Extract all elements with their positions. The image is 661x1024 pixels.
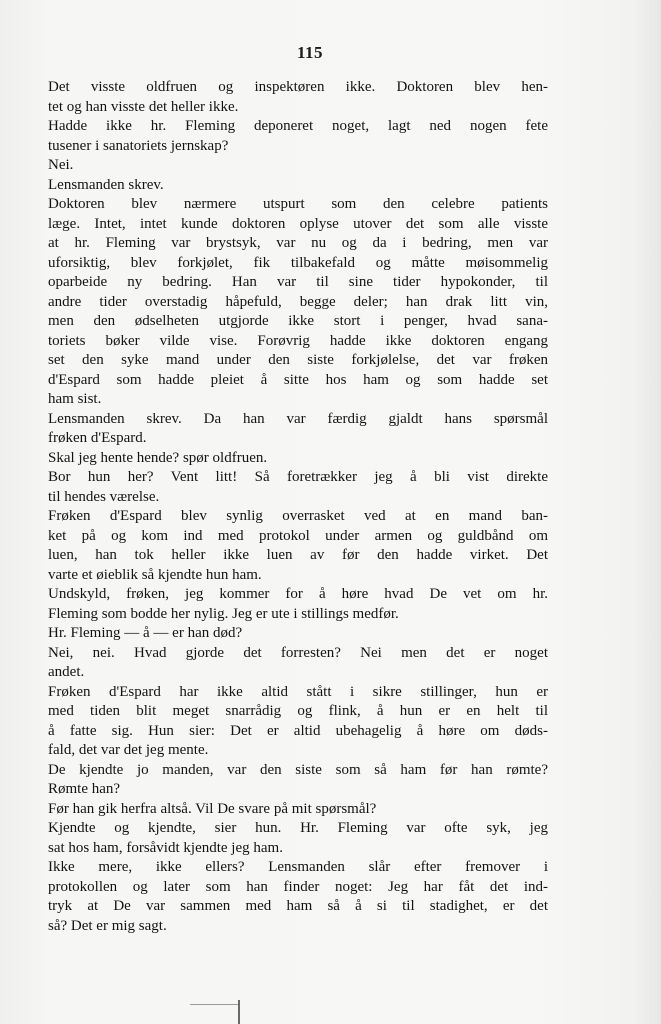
text-line: luen, han tok heller ikke luen av før den hadde virket. Det — [48, 547, 548, 563]
text-line: læge. Intet, intet kunde doktoren oplyse utover det som alle visste — [48, 215, 548, 232]
text-line: tryk at De var sammen med ham så å si til stadighet, er det — [48, 898, 548, 914]
page-number: 115 — [296, 43, 324, 62]
text-line: Ikke mere, ikke ellers? Lensmanden slår efter fremover i — [48, 859, 548, 875]
text-line: med tiden blit meget snarrådig og flink, å hun er en helt til — [48, 703, 548, 719]
text-line: Fleming som bodde her nylig. Jeg er ute i stillings medfør. — [48, 605, 399, 622]
text-line: set den syke mand under den siste forkjølelse, det var frøken — [48, 352, 548, 368]
scan-edge-mark — [190, 1004, 240, 1005]
text-line: Det visste oldfruen og inspektøren ikke. Doktoren blev hen- — [48, 79, 548, 95]
text-line: Frøken d'Espard har ikke altid stått i sikre stillinger, hun er — [48, 683, 548, 700]
text-line: til hendes værelse. — [48, 488, 160, 505]
text-line: De kjendte jo manden, var den siste som så ham før han rømte? — [48, 761, 548, 778]
text-line: d'Espard som hadde pleiet å sitte hos ham og som hadde set — [48, 371, 548, 388]
text-line: Nei. — [48, 157, 74, 173]
text-line: ham sist. — [48, 391, 102, 407]
text-line: frøken d'Espard. — [48, 430, 147, 446]
text-line: andet. — [48, 664, 85, 680]
text-line: protokollen og later som han finder noget: Jeg har fåt det ind- — [48, 878, 548, 895]
text-line: andre tider overstadig håpefuld, begge deler; han drak litt vin, — [48, 293, 548, 310]
text-line: tusener i sanatoriets jernskap? — [48, 137, 229, 154]
text-line: så? Det er mig sagt. — [48, 917, 167, 934]
text-line: men den ødselheten utgjorde ikke stort i penger, hvad sana- — [48, 313, 548, 329]
text-line: ket på og kom ind med protokol under armen og guldbånd om — [48, 527, 548, 544]
text-line: Nei, nei. Hvad gjorde det forresten? Nei men det er noget — [48, 644, 548, 661]
text-line: Doktoren blev nærmere utspurt som den celebre patients — [48, 196, 548, 212]
text-line: sat hos ham, forsåvidt kjendte jeg ham. — [48, 839, 283, 856]
text-line: Frøken d'Espard blev synlig overrasket ved at en mand ban- — [48, 508, 548, 524]
text-line: Kjendte og kjendte, sier hun. Hr. Fleming var ofte syk, jeg — [48, 820, 548, 836]
text-line: tet og han visste det heller ikke. — [48, 98, 239, 115]
text-line: at hr. Fleming var brystsyk, var nu og da i bedring, men var — [48, 235, 548, 251]
body-text — [48, 78, 548, 936]
text-line: Lensmanden skrev. Da han var færdig gjaldt hans spørsmål — [48, 410, 548, 427]
text-line: Undskyld, frøken, jeg kommer for å høre hvad De vet om hr. — [48, 586, 548, 602]
text-line: varte et øieblik så kjendte hun ham. — [48, 566, 262, 583]
text-line: Skal jeg hente hende? spør oldfruen. — [48, 449, 268, 466]
scan-edge-line — [238, 1000, 240, 1024]
text-line: toriets bøker vilde vise. Forøvrig hadde ikke doktoren engang — [48, 332, 548, 349]
text-line: Hadde ikke hr. Fleming deponeret noget, lagt ned nogen fete — [48, 118, 548, 134]
text-line: å fatte sig. Hun sier: Det er altid ubehagelig å høre om døds- — [48, 722, 548, 739]
text-line: Bor hun her? Vent litt! Så foretrækker jeg å bli vist direkte — [48, 469, 548, 485]
text-line: oparbeide ny bedring. Han var til sine tider hypokonder, til — [48, 274, 548, 290]
text-line: Lensmanden skrev. — [48, 176, 164, 193]
text-line: Hr. Fleming — å — er han død? — [48, 625, 243, 641]
text-line: uforsiktig, blev forkjølet, fik tilbakefald og måtte møisommelig — [48, 254, 548, 271]
text-line: Før han gik herfra altså. Vil De svare på mit spørsmål? — [48, 800, 377, 817]
text-line: Rømte han? — [48, 781, 121, 797]
text-line: fald, det var det jeg mente. — [48, 742, 209, 758]
